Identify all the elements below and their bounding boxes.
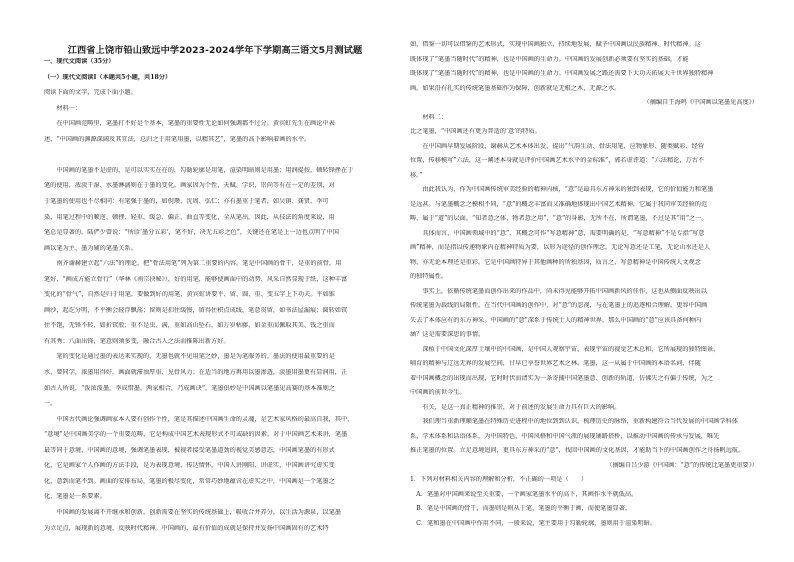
text-line: “意境”是中国画美学的一个重要范畴，它是构成中国艺术表现形式不可或缺的因素。对于中国画艺术来讲，笔墨 [44,431,348,439]
text-line: 由此我认为，作为中国画传统审美经验的精神内核，“意”是最具东方神采的独到表现，它的价值能力和笔墨 [410,186,714,193]
text-line: 画以笔为主、墨为辅的笔墨关系。 [44,244,137,252]
text-line: 推正笔墨的位置。立足意境追问，更具东方神采的“意”，找回中国画的文化基因，才能助当下的中国画创作之舟扬帆远航。 [410,447,745,454]
text-line: 中国古代画论强调画家本人要有创作个性，笔是其描述中国画生命的灵魂，是艺术家风格的最高自我，其中， [44,415,354,423]
text-line: 中国画的笔墨不是虚的，是可以实实在在的，勾勒轮廓是用笔，渲染明暗则是用墨；用润提按，顿转锋挫在于 [44,166,354,174]
text-line: 是远甚。与笔墨概念之模相不同，“意”的概念丰富而又准确地体现出中国艺术精神，它属于我同审美经验的范 [410,200,708,208]
page-title: 江西省上饶市铅山致远中学2023-2024学年下学期高三语文5月测试题 [67,45,363,56]
text-line: 画”精神，而是指以传递物象内在精神特质为要，以形为途径的创作理念，无论写意还是工笔，无论山水还是人 [410,244,711,251]
text-line: 我们理当重新理顺笔墨在特殊历史进程中的地位到到认识，梳理历史的脉络，重新构建符合当代发展的中国画学科体 [410,418,738,425]
text-line: A．笔墨对中国画来说至关重要，一个画家笔墨水平的高下，其画作水平就低高。 [410,490,638,498]
text-line: 染，用笔过程中的顺逆、顿挫、轻重，缓急、偏正、曲直等变化，全从笔出。因此，从技法的角度来说，用 [44,213,335,221]
text-line: B．笔是中国画的骨干，而墨则是附从于笔，笔墨的平衡于画，而使笔墨显著。 [410,505,632,512]
text-line: 于笔墨的使用也不尽相同：有笔强于墨的，如倪瓒、沈周、弘仁；亦有墨重于笔者，如吴镇、龚贤、李可 [44,197,329,205]
text-line: 既体现了“笔墨当随时代”的精神，也是中国画的生命力。中国画的发展创新必须要有坚实的基础，才能 [410,55,689,63]
source-citation: （摘编自吕少游《中国画：“意”的传统比笔墨更重要》） [606,461,758,469]
text-line: 画沙，起讫分明，不平衡会轻浮飘荡；留则是扣住缓慢，留得住积点成线，笔意贯留，如书法屋漏痕；圆转如钗 [44,306,348,314]
text-line: 深植于中国文化深厚土壤中的中国画，是中国人观察宇宙、表现宇宙的视觉艺术总和，它所展现的独特图景， [410,345,720,353]
text-line: 一。 [44,400,57,408]
source-citation: （摘编自王海鸣《中国画以笔墨见高度》） [643,99,758,106]
text-line: 阅读下面的文字，完成下面小题。 [44,89,137,97]
text-line: 化，意到而笔不到。画面的安排布局，笔墨的极尽变化，常常巧妙地蕴含在虚实之中，中国画是一个笔墨之 [44,477,335,485]
section-heading: （一）现代文阅读I（本题共5小题，共18分） [44,73,172,81]
text-line: 化，它是画家个人作画的方法手段，是为表现意境、传达情怀，中国人讲刚阳、讲虚实，中国画讲究虚实变 [44,462,335,470]
text-line: 如古人所说，“泼浓泼墨，李成惜墨，两家相合，乃成画诀”，笔墨俱妙是中国画以笔墨见高赛的基本准则之 [44,384,335,392]
text-line: 画。如果沿有扎实的传统笔墨基础作为保障，创新就是无根之木，无源之水。 [410,84,621,92]
text-line: 水，曾同学，浓墨用得好，画面就滞浊厚重、见骨风力；在适当的地方再用以墨渗透，淡墨用墨更有显润用，正 [44,369,348,376]
text-line: 在中国画早期发展阶段，谢赫从艺术本体出发，提出“气韵生动、骨法用笔，应物象形、随类赋彩、经营 [410,142,704,150]
text-line: 南齐谢赫建立起“六法”的理论，把“骨法用笔”列为第二重要的内容。笔是中国画的骨干，是重的前骨，用 [44,260,342,268]
text-line: C．笔和墨在中国画中作用不同，一般来说，笔主要用于勾勒轮廓，墨则用于渲染明暗。 [410,519,657,527]
text-line: 哺育的精神与辽远无界的发展空间，甘早已享誉世界艺术之林。笔墨，这一从属于中国画的本语名词，伴随 [410,360,701,367]
text-line: 1．下列对材料相关内容的理解和分析，不正确的一项是（ ） [410,476,588,483]
text-line: 有其秀；八面出锋，笔意则须多变，融合古人之法而推陈出新方好。 [44,337,230,345]
text-line: 既体现了“笔墨当随时代”的精神，也是中国画的生命力。中国画发展之路还需要下大功夫拓展大千世界独特精神 [410,70,714,77]
text-line: 笔总是显著的。陆俨少曾说：“所诊‘墨分五彩’，笔不好，决无五彩之色”，关键还在笔是上一边也点明了中国 [44,229,339,237]
text-line: 在中国画范畴里，笔墨打不好是个基本，笔墨的重要性无论如何强调都不过分。黄宾虹先生在画论中表 [44,120,335,128]
text-line: 比之笔墨，“中国画还有更为普适的‘意’的特质。 [410,128,541,135]
text-line: 为立足点，展现新的意境，反映时代精神。中国画的，最有价值的成就是保持并发扬中国画固有的艺术特 [44,524,329,532]
text-line: 物，亦无论本理还是重彩，它是中国画特异于其他画种的所独基因，质言之，写意精神是中国传统人文观念 [410,258,701,266]
text-line: 具体而言，中国画领域中的“意”，其概念可作“写意精神”意，需要明确的是，“写意精神”不是专指“写意 [410,229,705,237]
text-line: 畴，属于“道”的层面。“知者意之体，物者意之用”，“意”的身影，无所不在，所谓笔墨，不过是其“用”之一。 [410,215,708,222]
text-line: 笔好，“画成方能立骨行”（华林《南宗抉秘》），好的用笔，能够使画面中的动势、风采自然显现于纸，这种丰富 [44,275,348,283]
text-line: 化，笔墨是一系要素。 [44,493,106,501]
text-line: 系、学术体系和话语体系，为中国特色、中国风格和中国气派的展现铺路搭桥，以推动中国画的传承与发展，唯先 [410,432,720,440]
text-line: 中国画的前世今生。 [410,389,466,396]
text-line: 最等同于意境，中国画的意境，强调笔墨表现，被视者接受笔墨道劲的视觉美感意态，中国画笔墨的有形式 [44,446,335,454]
text-line: 传统笔墨为载线的局限性。在当代中国画的创作中，对“意”的忽视，与在笔墨上的追逐相合理解，更容中国画 [410,302,708,309]
text-line: 述，“中国画的渊源深阔及其宜法，总归之于用笔用墨，以精其艺”，笔墨的高下影响着画的水平。 [44,135,311,143]
text-line: 中国画的发展离不开继承和创新，创新需要在坚实的传统基础上，吸收合并养分，以生活为源泉，以笔墨 [44,508,341,516]
text-line: 失去了本体应有的东方神采。中国画的“意”深系于传统士人的精神世界，那么中国画的“意”应该具备何种内 [410,316,702,324]
text-line: 有关，是这一真正精神的推崇，对于前述的发展生命力具有巨大的影响。 [410,403,621,411]
text-line: 移。” [410,171,423,179]
text-line: 着中国画概念的出现而出现，它时时伏而清实为一条寄捕中国笔墨意、创新的轨道，仿佛失之有偏于传统，为之 [410,374,714,382]
text-line: 事实上，依循传统笔墨而创作出来的作品中，尚未得见能够开拓中国画新风的佳作，这也从侧面反映出以 [410,287,707,295]
text-line: 的独特属性。 [410,273,448,280]
text-line: 位置，传移模写”六法，这一阐述本身就是评价中国画艺术水平的金标准”，郭若虚评道：“六法精论，万古不 [410,157,705,164]
text-line: 材料二： [410,113,448,121]
text-line: 笔的变化是通过墨的表达来实现的，无墨也就不见用笔之妙，墨是为笔服务的。墨法的使用最重要的是 [44,353,335,361]
text-line: 如，借鉴一切可以借鉴的艺术形式，实现中国画独立、持续地发展，赋予中国画以民族精神、时代精神。这 [410,41,701,48]
text-line: 涵？这是需要深思的事情。 [410,331,485,338]
text-line: 变化的“骨气”，自然是归于用笔。要做到好的用笔，黄宾虹讲要平、留、圆、重、变五字上下功夫。平如锥 [44,291,335,299]
text-line: 笔的使用，浓淡干湿、水墨淋漓则在于墨的变化。画家因为个性、天赋、学识，崇尚等有在一定的差别，对 [44,182,335,190]
section-heading: 一、现代文阅读（35分） [44,58,115,65]
text-line: 材料一： [44,104,82,112]
text-line: 往不饱，无锋不转，如折钗股；重不是虫、满，重如高山坠石，如万岁枯藤，如金重而佩取其美、钱之重而 [44,322,335,330]
